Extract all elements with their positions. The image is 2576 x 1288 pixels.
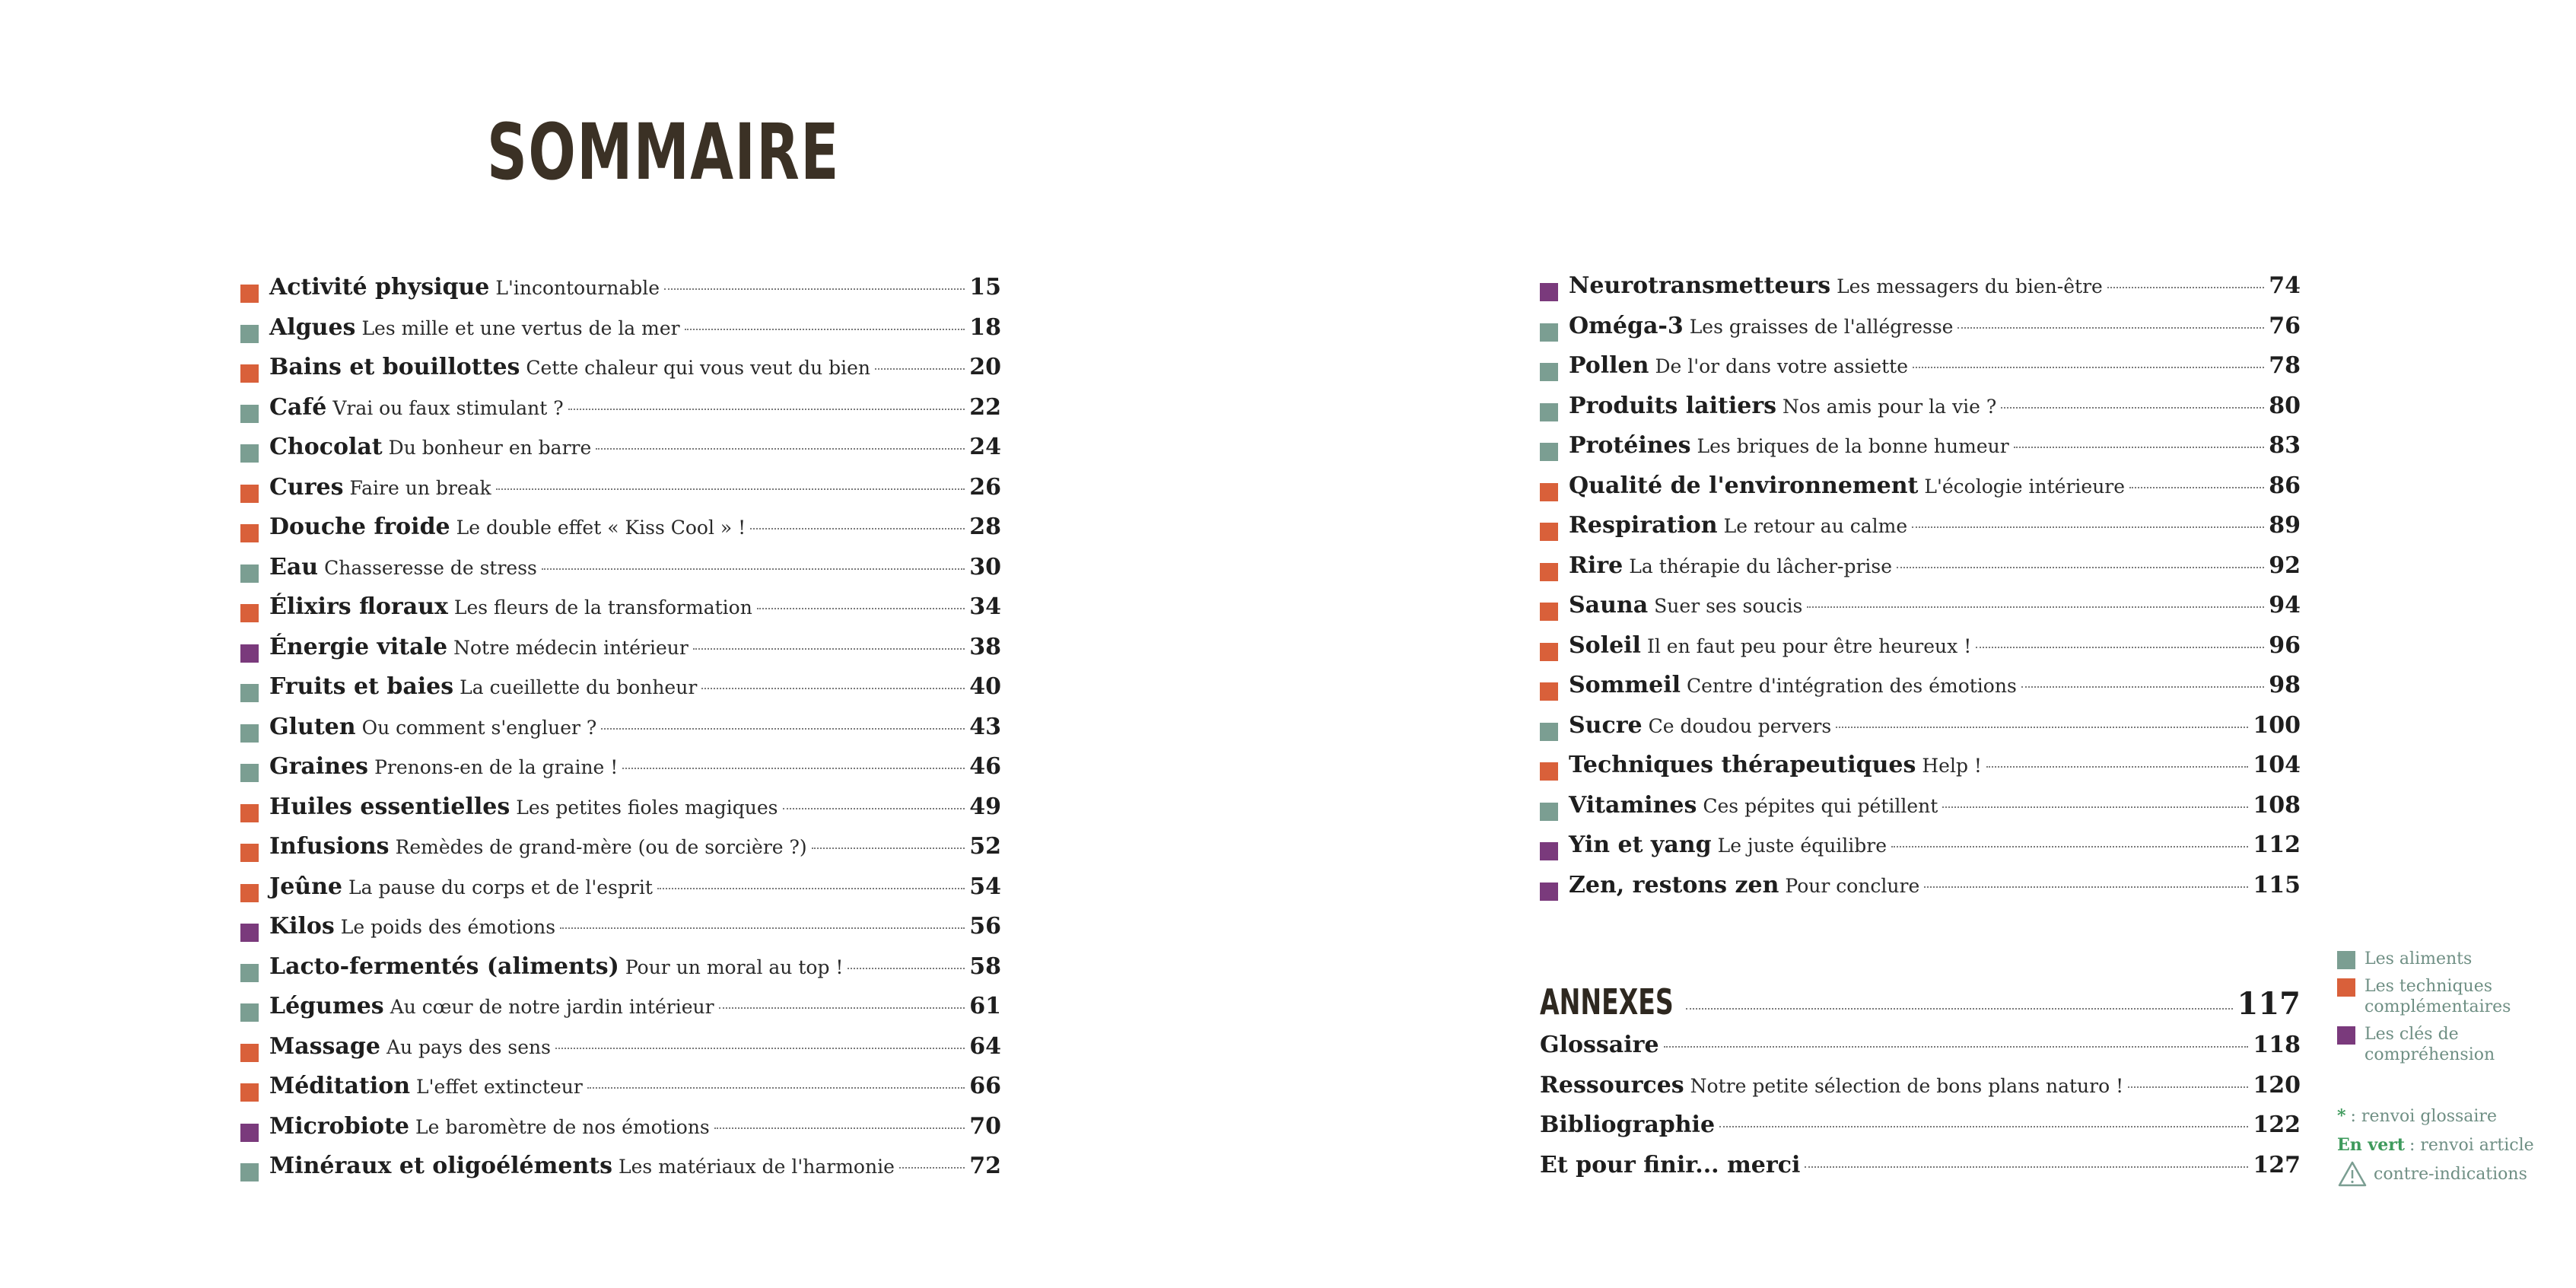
category-square-techniques xyxy=(240,884,259,902)
entry-title: Respiration xyxy=(1569,512,1718,539)
category-square-aliments xyxy=(1540,723,1558,741)
dot-leader xyxy=(2129,487,2264,488)
entry-subtitle: Prenons-en de la graine ! xyxy=(374,756,619,778)
toc-entry[interactable] xyxy=(1540,313,2301,353)
note-contre-indications xyxy=(2337,1159,2565,1188)
toc-entry[interactable] xyxy=(1540,352,2301,393)
page-number: 100 xyxy=(2253,711,2301,739)
entry-title: Bibliographie xyxy=(1540,1111,1716,1138)
dot-leader xyxy=(1664,1046,2249,1048)
entry-subtitle: Remèdes de grand-mère (ou de sorcière ?) xyxy=(395,836,807,858)
entry-subtitle: Vrai ou faux stimulant ? xyxy=(332,396,564,419)
dot-leader xyxy=(757,608,965,609)
toc-entry[interactable] xyxy=(1540,1111,2301,1152)
category-square-aliments xyxy=(240,964,259,982)
category-square-aliments xyxy=(240,1163,259,1181)
entry-subtitle: Ce doudou pervers xyxy=(1648,714,1832,737)
category-square-techniques xyxy=(240,364,259,383)
entry-subtitle: Les messagers du bien-être xyxy=(1837,275,2103,297)
toc-entry[interactable] xyxy=(1540,512,2301,552)
dot-leader xyxy=(1976,647,2264,648)
entry-title: Fruits et baies xyxy=(269,673,454,700)
toc-entry[interactable] xyxy=(240,514,1001,554)
category-square-techniques xyxy=(1540,603,1558,621)
page-number: 43 xyxy=(969,713,1001,740)
dot-leader xyxy=(496,488,965,490)
category-square-aliments xyxy=(240,564,259,583)
toc-entry[interactable] xyxy=(240,673,1001,714)
entry-title: Kilos xyxy=(269,913,335,940)
page-number: 58 xyxy=(969,952,1001,980)
page-number: 89 xyxy=(2269,512,2301,539)
entry-title: Algues xyxy=(269,313,356,341)
page-number: 74 xyxy=(2269,272,2301,299)
dot-leader xyxy=(1912,526,2264,528)
entry-title: Sucre xyxy=(1569,711,1643,739)
entry-title: Zen, restons zen xyxy=(1569,871,1779,898)
category-square-techniques xyxy=(1540,682,1558,701)
category-square-cles xyxy=(1540,883,1558,901)
entry-title: Protéines xyxy=(1569,432,1691,459)
entry-title: Minéraux et oligoéléments xyxy=(269,1153,613,1179)
dot-leader xyxy=(568,409,965,410)
annexes-page-number: 117 xyxy=(2237,986,2301,1022)
page-number: 28 xyxy=(969,514,1001,540)
toc-entry[interactable] xyxy=(240,354,1001,394)
entry-subtitle: Du bonheur en barre xyxy=(388,437,592,459)
toc-entry[interactable] xyxy=(240,793,1001,834)
category-square-cles xyxy=(1540,283,1558,301)
page-number: 66 xyxy=(969,1073,1001,1099)
page-number: 38 xyxy=(969,633,1001,660)
toc-entry[interactable] xyxy=(240,314,1001,355)
page-number: 72 xyxy=(969,1153,1001,1179)
page-number: 64 xyxy=(969,1032,1001,1060)
dot-leader xyxy=(1719,1126,2248,1127)
page-number: 86 xyxy=(2269,472,2301,499)
dot-leader xyxy=(664,288,965,290)
category-square-cles xyxy=(1540,842,1558,860)
toc-entry[interactable] xyxy=(240,833,1001,873)
dot-leader xyxy=(622,768,965,769)
entry-title: Huiles essentielles xyxy=(269,793,510,820)
category-square-aliments xyxy=(1540,403,1558,421)
page-number: 54 xyxy=(969,873,1001,900)
category-square-techniques xyxy=(240,524,259,542)
reference-notes xyxy=(2337,1102,2565,1188)
category-square-aliments xyxy=(1540,443,1558,461)
entry-title: Yin et yang xyxy=(1569,832,1712,858)
warn-text: contre-indications xyxy=(2374,1164,2527,1184)
page-number: 83 xyxy=(2269,432,2301,459)
entry-subtitle: Cette chaleur qui vous veut du bien xyxy=(526,357,871,379)
page-number: 49 xyxy=(969,793,1001,820)
page-number: 76 xyxy=(2269,312,2301,339)
entry-subtitle: Au cœur de notre jardin intérieur xyxy=(390,996,714,1018)
toc-entry[interactable] xyxy=(1540,472,2301,513)
toc-entry[interactable] xyxy=(240,274,1001,314)
entry-subtitle: La thérapie du lâcher-prise xyxy=(1629,555,1893,577)
dot-leader xyxy=(1805,1166,2248,1168)
toc-entry[interactable] xyxy=(240,953,1001,994)
toc-left-column xyxy=(240,274,1001,1193)
entry-title: Techniques thérapeutiques xyxy=(1569,752,1916,778)
page-number: 80 xyxy=(2269,392,2301,419)
dot-leader xyxy=(1897,567,2264,568)
entry-subtitle: Chasseresse de stress xyxy=(324,556,537,579)
category-square-aliments xyxy=(240,764,259,782)
legend-square-cles xyxy=(2337,1026,2355,1045)
dot-leader xyxy=(719,1007,965,1009)
entry-subtitle: Les mille et une vertus de la mer xyxy=(361,316,680,339)
toc-entry[interactable] xyxy=(1540,592,2301,632)
entry-title: Douche froide xyxy=(269,514,450,540)
dot-leader xyxy=(1686,1008,2232,1010)
dot-leader xyxy=(899,1167,965,1169)
toc-entry[interactable] xyxy=(1540,1032,2301,1072)
entry-subtitle: Le double effet « Kiss Cool » ! xyxy=(456,517,746,539)
category-square-techniques xyxy=(1540,523,1558,541)
entry-title: Oméga-3 xyxy=(1569,312,1684,339)
category-square-techniques xyxy=(240,1083,259,1102)
legend-label: Les techniques complémentaires xyxy=(2365,977,2511,1016)
entry-title: Bains et bouillottes xyxy=(269,354,520,380)
entry-subtitle: Le juste équilibre xyxy=(1717,835,1887,857)
entry-subtitle: Suer ses soucis xyxy=(1654,595,1803,617)
entry-subtitle: Les graisses de l'allégresse xyxy=(1689,315,1954,338)
page-number: 15 xyxy=(969,274,1001,301)
entry-subtitle: Les petites fioles magiques xyxy=(516,796,778,819)
page-number: 127 xyxy=(2253,1151,2301,1178)
page-number: 30 xyxy=(969,553,1001,580)
page-number: 120 xyxy=(2253,1071,2301,1099)
entry-title: Vitamines xyxy=(1569,791,1697,819)
entry-title: Chocolat xyxy=(269,434,383,460)
category-square-techniques xyxy=(1540,563,1558,581)
entry-title: Sommeil xyxy=(1569,672,1681,698)
entry-title: Méditation xyxy=(269,1073,411,1099)
entry-title: Microbiote xyxy=(269,1112,410,1140)
entry-subtitle: Le retour au calme xyxy=(1723,515,1908,537)
category-square-techniques xyxy=(240,804,259,822)
page-number: 20 xyxy=(969,354,1001,380)
toc-entry[interactable] xyxy=(240,873,1001,914)
page-number: 78 xyxy=(2269,352,2301,379)
legend-square-aliments xyxy=(2337,951,2355,969)
dot-leader xyxy=(750,528,965,530)
dot-leader xyxy=(1891,846,2248,848)
toc-entry[interactable] xyxy=(240,554,1001,594)
page-number: 40 xyxy=(969,673,1001,700)
dot-leader xyxy=(601,728,965,730)
page-number: 98 xyxy=(2269,672,2301,698)
dot-leader xyxy=(812,848,965,849)
page-title: SOMMAIRE xyxy=(487,107,840,198)
entry-title: Élixirs floraux xyxy=(269,593,448,620)
dot-leader xyxy=(555,1048,965,1049)
entry-subtitle: Centre d'intégration des émotions xyxy=(1687,675,2017,697)
entry-subtitle: L'effet extincteur xyxy=(416,1076,583,1098)
page-number: 96 xyxy=(2269,631,2301,659)
category-square-techniques xyxy=(1540,762,1558,781)
dot-leader xyxy=(2107,287,2264,288)
toc-entry[interactable] xyxy=(240,434,1001,474)
dot-leader xyxy=(693,648,965,650)
toc-right-column xyxy=(1540,272,2301,911)
entry-title: Lacto-fermentés (aliments) xyxy=(269,952,619,980)
toc-entry[interactable] xyxy=(1540,272,2301,313)
entry-title: Café xyxy=(269,393,327,421)
annexes-title: ANNEXES xyxy=(1540,981,1674,1022)
page-number: 112 xyxy=(2253,832,2301,858)
category-square-aliments xyxy=(240,684,259,702)
entry-subtitle: Notre petite sélection de bons plans naturo ! xyxy=(1690,1074,2124,1097)
page-number: 52 xyxy=(969,833,1001,860)
toc-entry[interactable] xyxy=(1540,752,2301,792)
category-square-cles xyxy=(240,1124,259,1142)
note-glossaire xyxy=(2337,1102,2565,1131)
dot-leader xyxy=(875,368,965,370)
dot-leader xyxy=(701,688,965,689)
entry-title: Rire xyxy=(1569,552,1624,579)
dot-leader xyxy=(2021,686,2264,688)
legend-label: Les clés de compréhension xyxy=(2365,1025,2495,1064)
annexes-heading-row[interactable] xyxy=(1540,981,2301,1032)
note-renvoi-article xyxy=(2337,1131,2565,1159)
dot-leader xyxy=(1957,327,2264,329)
toc-entry[interactable] xyxy=(1540,632,2301,673)
entry-title: Neurotransmetteurs xyxy=(1569,272,1831,299)
entry-title: Produits laitiers xyxy=(1569,392,1777,419)
toc-entry[interactable] xyxy=(240,634,1001,674)
category-square-aliments xyxy=(1540,803,1558,821)
dot-leader xyxy=(2014,447,2265,448)
entry-subtitle: De l'or dans votre assiette xyxy=(1655,355,1909,377)
page-number: 46 xyxy=(969,753,1001,780)
toc-entry[interactable] xyxy=(1540,393,2301,433)
entry-subtitle: Les fleurs de la transformation xyxy=(453,596,752,619)
entry-subtitle: Nos amis pour la vie ? xyxy=(1783,395,1997,418)
dot-leader xyxy=(1807,606,2264,608)
page-number: 26 xyxy=(969,473,1001,501)
category-legend xyxy=(2337,949,2565,1073)
toc-entry[interactable] xyxy=(240,1073,1001,1113)
page-number: 94 xyxy=(2269,592,2301,619)
entry-subtitle: Pour conclure xyxy=(1785,874,1920,897)
dot-leader xyxy=(783,808,965,809)
toc-entry[interactable] xyxy=(1540,1072,2301,1112)
legend-label: Les aliments xyxy=(2365,949,2473,968)
entry-subtitle: Ces pépites qui pétillent xyxy=(1703,794,1938,817)
entry-title: Gluten xyxy=(269,713,356,740)
entry-subtitle: Les briques de la bonne humeur xyxy=(1697,435,2009,457)
entry-subtitle: Le baromètre de nos émotions xyxy=(415,1115,710,1138)
toc-entry[interactable] xyxy=(1540,1152,2301,1192)
page-number: 24 xyxy=(969,434,1001,460)
entry-subtitle: Au pays des sens xyxy=(386,1035,551,1058)
page-number: 118 xyxy=(2253,1032,2301,1058)
entry-subtitle: La cueillette du bonheur xyxy=(460,676,698,698)
page-number: 61 xyxy=(969,993,1001,1019)
category-square-techniques xyxy=(240,1044,259,1062)
entry-title: Qualité de l'environnement xyxy=(1569,472,1919,499)
dot-leader xyxy=(1913,367,2264,368)
entry-subtitle: Le poids des émotions xyxy=(340,916,556,938)
toc-entry[interactable] xyxy=(240,913,1001,953)
category-square-techniques xyxy=(240,604,259,622)
dot-leader xyxy=(1986,766,2248,768)
entry-title: Pollen xyxy=(1569,352,1649,379)
page-number: 22 xyxy=(969,393,1001,421)
legend-item-cles xyxy=(2337,1025,2565,1065)
entry-subtitle: Les matériaux de l'harmonie xyxy=(619,1156,895,1178)
vert-text: : renvoi article xyxy=(2409,1135,2534,1155)
dot-leader xyxy=(2001,407,2264,409)
dot-leader xyxy=(714,1127,965,1129)
annexes-section xyxy=(1540,981,2301,1191)
dot-leader xyxy=(587,1087,965,1089)
entry-subtitle: L'incontournable xyxy=(495,277,660,299)
category-square-techniques xyxy=(1540,643,1558,661)
dot-leader xyxy=(657,888,965,889)
toc-entry[interactable] xyxy=(240,1033,1001,1073)
category-square-aliments xyxy=(240,724,259,743)
vert-mark: En vert xyxy=(2337,1135,2405,1155)
toc-entry[interactable] xyxy=(1540,432,2301,472)
entry-title: Infusions xyxy=(269,833,390,860)
dot-leader xyxy=(848,968,965,969)
entry-title: Jeûne xyxy=(269,873,342,900)
category-square-cles xyxy=(240,644,259,663)
toc-entry[interactable] xyxy=(1540,872,2301,912)
entry-title: Ressources xyxy=(1540,1071,1684,1099)
entry-title: Cures xyxy=(269,473,344,501)
category-square-aliments xyxy=(240,325,259,343)
category-square-aliments xyxy=(240,405,259,423)
category-square-aliments xyxy=(240,1003,259,1022)
toc-entry[interactable] xyxy=(1540,792,2301,832)
toc-entry[interactable] xyxy=(1540,712,2301,752)
category-square-techniques xyxy=(1540,483,1558,501)
page-number: 18 xyxy=(969,313,1001,341)
page-number: 122 xyxy=(2253,1111,2301,1138)
dot-leader xyxy=(685,329,965,330)
entry-subtitle: La pause du corps et de l'esprit xyxy=(348,876,653,898)
page-number: 115 xyxy=(2253,871,2301,898)
toc-entry[interactable] xyxy=(240,593,1001,634)
entry-subtitle: Help ! xyxy=(1922,755,1982,777)
entry-subtitle: Il en faut peu pour être heureux ! xyxy=(1646,634,1972,657)
entry-title: Soleil xyxy=(1569,631,1641,659)
category-square-aliments xyxy=(240,444,259,463)
category-square-techniques xyxy=(240,844,259,862)
toc-entry[interactable] xyxy=(240,993,1001,1033)
entry-title: Graines xyxy=(269,753,369,780)
annexes-list xyxy=(1540,1032,2301,1191)
page-number: 92 xyxy=(2269,552,2301,579)
toc-entry[interactable] xyxy=(240,394,1001,434)
glossaire-text: : renvoi glossaire xyxy=(2350,1106,2497,1126)
page-number: 104 xyxy=(2253,752,2301,778)
dot-leader xyxy=(1924,886,2248,888)
dot-leader xyxy=(596,448,965,450)
toc-entry[interactable] xyxy=(240,474,1001,514)
category-square-techniques xyxy=(240,485,259,503)
legend-item-aliments xyxy=(2337,949,2565,969)
category-square-cles xyxy=(240,924,259,942)
toc-entry[interactable] xyxy=(1540,672,2301,712)
glossaire-mark: * xyxy=(2337,1106,2346,1126)
legend-square-techniques xyxy=(2337,978,2355,997)
entry-subtitle: Pour un moral au top ! xyxy=(625,956,844,978)
dot-leader xyxy=(1836,727,2248,728)
entry-subtitle: Notre médecin intérieur xyxy=(453,636,689,659)
toc-entry[interactable] xyxy=(1540,832,2301,872)
page-number: 108 xyxy=(2253,791,2301,819)
page-number: 56 xyxy=(969,913,1001,940)
entry-title: Glossaire xyxy=(1540,1032,1659,1058)
entry-title: Et pour finir... merci xyxy=(1540,1151,1801,1178)
page-number: 34 xyxy=(969,593,1001,620)
page-number: 70 xyxy=(969,1112,1001,1140)
toc-entry[interactable] xyxy=(240,753,1001,793)
entry-title: Sauna xyxy=(1569,592,1649,619)
entry-title: Activité physique xyxy=(269,274,490,301)
toc-entry[interactable] xyxy=(240,1113,1001,1153)
entry-title: Énergie vitale xyxy=(269,633,448,660)
entry-subtitle: L'écologie intérieure xyxy=(1924,475,2126,498)
entry-title: Eau xyxy=(269,553,319,580)
dot-leader xyxy=(560,927,965,929)
dot-leader xyxy=(542,568,965,570)
warning-triangle-icon xyxy=(2337,1160,2368,1188)
entry-subtitle: Faire un break xyxy=(349,476,491,499)
category-square-aliments xyxy=(1540,363,1558,381)
toc-entry[interactable] xyxy=(240,714,1001,754)
dot-leader xyxy=(2128,1086,2248,1088)
category-square-aliments xyxy=(1540,323,1558,342)
entry-title: Légumes xyxy=(269,993,384,1019)
entry-subtitle: Ou comment s'engluer ? xyxy=(361,716,597,739)
dot-leader xyxy=(1942,806,2248,808)
toc-entry[interactable] xyxy=(1540,552,2301,593)
category-square-techniques xyxy=(240,285,259,303)
legend-item-techniques xyxy=(2337,977,2565,1017)
entry-title: Massage xyxy=(269,1032,380,1060)
toc-entry[interactable] xyxy=(240,1153,1001,1193)
